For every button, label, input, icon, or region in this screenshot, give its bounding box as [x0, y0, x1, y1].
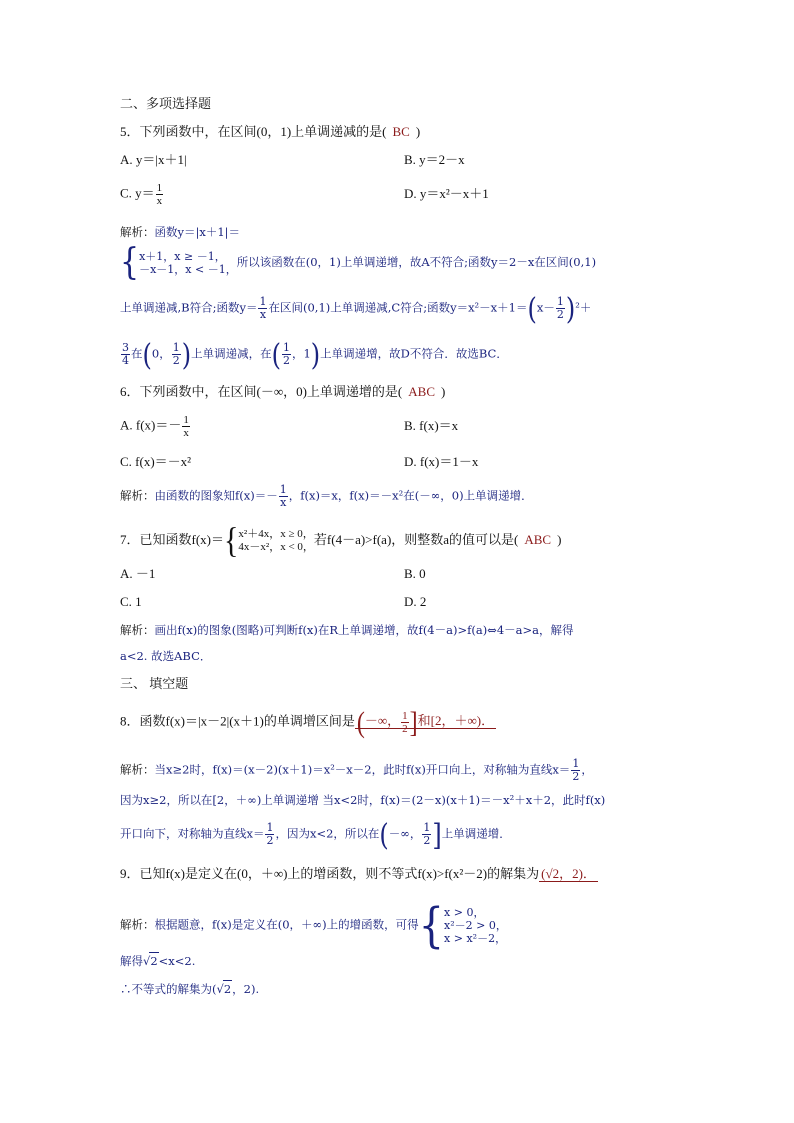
solution-text: 上单调递增，故D不符合．故选BC．	[320, 346, 508, 361]
question-5-text-end: )	[415, 124, 421, 139]
fraction	[258, 296, 267, 321]
question-7-answer: ABC	[524, 531, 552, 547]
question-6-option-c: C. f(x)＝－x²	[120, 454, 192, 469]
question-5-solution-line3	[120, 291, 680, 326]
left-paren: (	[142, 337, 152, 372]
solution-text: 由函数的图象知f(x)＝－	[154, 488, 278, 503]
solution-text: 函数y＝|x＋1|＝	[154, 225, 241, 239]
piecewise-cases	[139, 250, 237, 276]
question-9-solution-line1	[120, 897, 680, 954]
question-6-option-a: A. f(x)＝－	[120, 417, 182, 433]
solution-label: 解析：	[120, 488, 155, 503]
question-6-text: 6．下列函数中，在区间(－∞，0)上单调递增的是(	[120, 384, 403, 399]
sqrt-radicand: 2	[150, 954, 158, 968]
question-6-stem	[120, 384, 680, 400]
solution-text: 在	[131, 346, 143, 361]
right-bracket: ]	[409, 706, 418, 739]
question-9-answer: (√2，2)．	[541, 866, 596, 881]
fraction	[121, 342, 130, 367]
question-7-option-c: C. 1	[120, 594, 142, 609]
fraction	[282, 342, 291, 367]
fraction	[265, 822, 274, 847]
question-7-solution-line2: a<2. 故选ABC．	[120, 649, 212, 663]
fraction-denominator: 2	[423, 834, 431, 847]
solution-text: ，	[581, 762, 593, 777]
case-1: x²＋4x，x ≥ 0，	[238, 528, 314, 540]
solution-text: ，1	[291, 346, 311, 361]
question-6-options-row1	[120, 414, 680, 439]
fraction-numerator: 1	[423, 821, 431, 834]
question-9-solution-line2: 解得√2<x<2.	[120, 954, 196, 968]
solution-text: ∴不等式的解集为(	[120, 982, 217, 996]
sqrt-radicand: 2	[223, 982, 232, 996]
solution-label: 解析：	[120, 917, 155, 932]
solution-text: 开口向下，对称轴为直线x＝	[120, 826, 265, 841]
fraction-denominator: 2	[172, 354, 180, 367]
case-2: x²－2 > 0，	[444, 919, 507, 932]
left-paren: (	[271, 337, 281, 372]
question-5-answer: BC	[392, 124, 410, 139]
question-5-option-d: D. y＝x²－x＋1	[404, 186, 489, 201]
piecewise-cases	[238, 528, 314, 554]
fraction-denominator: 2	[282, 354, 290, 367]
solution-text: 解得	[120, 954, 143, 968]
answer-text: －∞，	[364, 713, 401, 729]
fraction-denominator: 2	[556, 308, 564, 321]
solution-text: ，f(x)＝x，f(x)＝－x²在(－∞，0)上单调递增．	[288, 488, 533, 503]
fraction-denominator: 2	[402, 723, 408, 735]
question-5-options-row2	[120, 182, 680, 207]
question-7-text: 7．已知函数f(x)＝	[120, 531, 224, 547]
fraction-numerator: 1	[402, 710, 408, 722]
solution-text: 所以该函数在(0，1)上单调递增，故A不符合;函数y＝2－x在区间(0,1)	[236, 255, 597, 269]
question-6-option-b: B. f(x)＝x	[404, 418, 459, 433]
solution-label: 解析：	[120, 225, 155, 239]
left-paren: (	[356, 706, 365, 739]
fraction	[172, 342, 181, 367]
question-7-text: 若f(4－a)>f(a)，则整数a的值可以是(	[313, 531, 519, 547]
solution-text: 在区间(0,1)上单调递减,C符合;函数y＝x²－x＋1＝	[268, 300, 528, 315]
question-6-text-end: )	[441, 384, 446, 399]
question-8-solution-line2: 因为x≥2，所以在[2，＋∞)上单调递增 当x<2时，f(x)＝(2－x)(x＋1)＝－x²＋x＋2，此时f(x)	[120, 793, 606, 807]
fraction	[422, 822, 431, 847]
answer-text: 和[2，＋∞)．	[417, 713, 495, 729]
question-9-solution-line3: ∴不等式的解集为(√2，2).	[120, 982, 260, 996]
case-1: x＋1，x ≥ －1，	[139, 250, 226, 263]
question-5-text: 5．下列函数中，在区间(0，1)上单调递减的是(	[120, 124, 387, 139]
solution-text: 画出f(x)的图象(图略)可判断f(x)在R上单调递增，故f(4－a)>f(a)⇔4－a>a，解得	[154, 623, 574, 637]
fraction	[401, 710, 409, 735]
solution-text: 当x≥2时，f(x)＝(x－2)(x＋1)＝x²－x－2，此时f(x)开口向上，对称轴为直线x＝	[154, 762, 571, 777]
fraction-numerator: 1	[279, 483, 287, 496]
right-paren: )	[565, 291, 576, 326]
solution-text: <x<2.	[158, 954, 196, 968]
case-1: x > 0，	[444, 906, 485, 919]
left-paren: (	[379, 817, 389, 852]
fraction-numerator: 1	[172, 341, 180, 354]
fraction-denominator: x	[280, 496, 287, 509]
fraction-denominator: x	[156, 195, 163, 207]
solution-text: ²＋	[575, 300, 592, 315]
solution-label: 解析：	[120, 623, 155, 637]
fraction	[571, 758, 580, 783]
question-7-options-row1	[120, 566, 680, 582]
fraction-denominator: x	[259, 308, 267, 321]
question-7-option-a: A. －1	[120, 566, 156, 581]
fraction-numerator: 1	[183, 414, 189, 426]
fraction	[279, 484, 288, 509]
question-9-stem	[120, 866, 680, 882]
question-5-option-a: A. y＝|x＋1|	[120, 152, 187, 167]
fraction-denominator: 2	[572, 770, 580, 783]
fraction-denominator: 2	[266, 834, 274, 847]
solution-text: 根据题意，f(x)是定义在(0，＋∞)上的增函数，可得	[154, 917, 419, 932]
solution-text: x－	[536, 300, 555, 315]
question-7-options-row2	[120, 594, 680, 610]
question-8-solution-line3	[120, 817, 680, 852]
left-brace: {	[120, 241, 140, 284]
question-7-text-end: )	[557, 531, 562, 547]
fraction-numerator: 1	[282, 341, 290, 354]
left-brace: {	[418, 897, 445, 954]
right-paren: )	[310, 337, 321, 372]
question-5-solution-line2	[120, 241, 680, 284]
question-5-solution-line4	[120, 337, 680, 372]
question-5-solution-line1	[120, 224, 680, 240]
question-5-option-b: B. y＝2－x	[404, 152, 465, 167]
fraction-numerator: 1	[259, 295, 267, 308]
solution-text: 上单调递增．	[441, 826, 511, 841]
question-7-stem	[120, 520, 680, 561]
question-8-answer	[355, 706, 496, 739]
fraction-denominator: x	[183, 427, 189, 439]
right-paren: )	[181, 337, 192, 372]
left-brace: {	[224, 520, 239, 561]
fraction-numerator: 1	[266, 821, 274, 834]
case-2: 4x－x²，x < 0，	[238, 541, 314, 553]
solution-text: －∞，	[388, 826, 422, 841]
question-6-option-d: D. f(x)＝1－x	[404, 454, 479, 469]
case-3: x > x²－2，	[444, 932, 507, 945]
solution-text: 上单调递减，在	[191, 346, 272, 361]
question-8-solution-line1	[120, 758, 680, 783]
question-8-text: 8．函数f(x)＝|x－2|(x＋1)的单调增区间是	[120, 713, 355, 729]
question-9-text: 9．已知f(x)是定义在(0，＋∞)上的增函数，则不等式f(x)>f(x²－2)的解集为	[120, 866, 540, 881]
fraction-numerator: 1	[572, 757, 580, 770]
solution-text: 上单调递减,B符合;函数y＝	[120, 300, 258, 315]
question-6-options-row2	[120, 454, 680, 470]
solution-text: ，因为x<2，所以在	[275, 826, 380, 841]
question-6-answer: ABC	[408, 384, 435, 399]
fraction	[556, 296, 565, 321]
case-2: －x－1，x < －1，	[139, 263, 237, 276]
fraction-numerator: 3	[122, 341, 129, 354]
question-5-options-row1	[120, 152, 680, 168]
fraction-denominator: 4	[122, 354, 129, 367]
fraction-numerator: 1	[156, 182, 163, 194]
question-5-option-c: C. y＝	[120, 185, 155, 201]
solution-text: 0，	[151, 346, 171, 361]
solution-text: ，2).	[232, 982, 260, 996]
piecewise-cases	[444, 906, 507, 945]
solution-label: 解析：	[120, 762, 155, 777]
question-5-option-c-fraction	[156, 182, 164, 207]
question-7-option-d: D. 2	[404, 594, 427, 609]
left-paren: (	[527, 291, 537, 326]
question-7-solution-line1	[120, 622, 680, 638]
right-bracket: ]	[432, 817, 442, 852]
question-7-option-b: B. 0	[404, 566, 426, 581]
section-title-fill-in: 三、 填空题	[120, 676, 189, 691]
section-title-multiple-choice: 二、多项选择题	[120, 96, 212, 111]
fraction	[182, 414, 190, 439]
question-8-stem	[120, 706, 680, 739]
fraction-numerator: 1	[556, 295, 564, 308]
question-6-solution	[120, 484, 680, 509]
question-5-stem	[120, 124, 680, 140]
